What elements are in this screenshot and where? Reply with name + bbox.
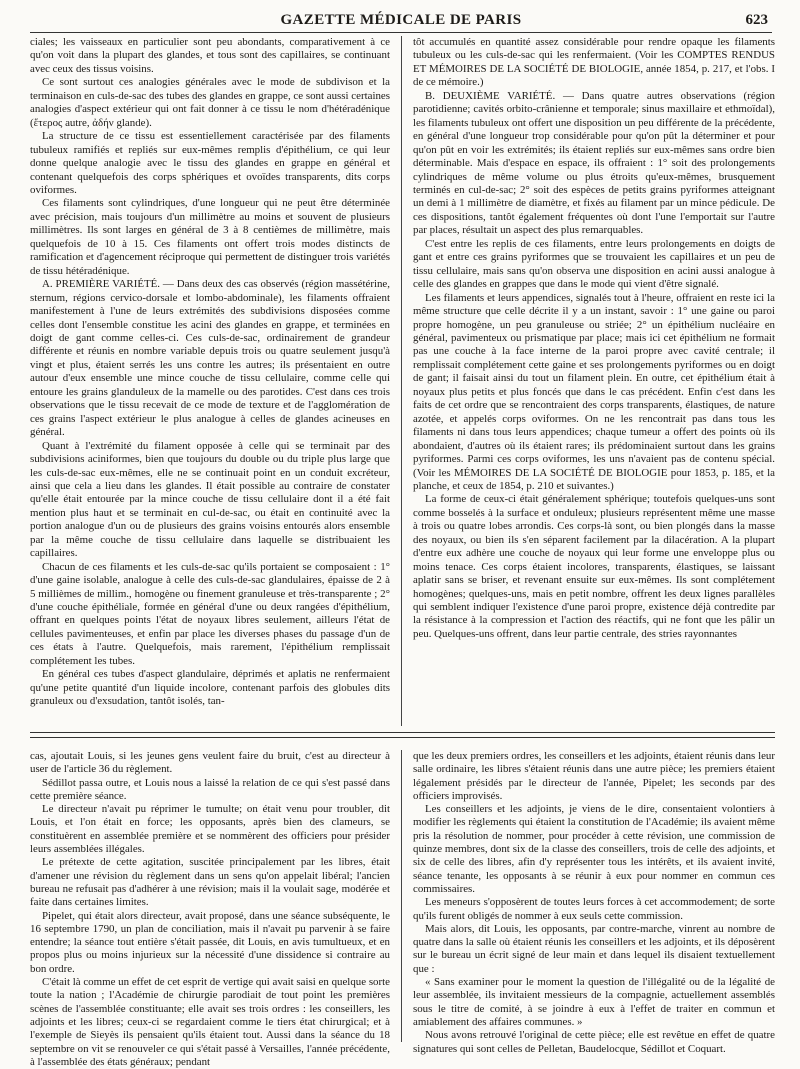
paragraph: Les filaments et leurs appendices, signalés tout à l'heure, offraient en reste ici la même structure que celle décrite il y a un instant, savoir : 1° une gaine ou paroi propre homogène, un peu granuleuse ou striée; 2° un épithélium nucléaire en général, pavimenteux ou prismatique par place; mais ici cet épithélium ne formait pas une couche à la face interne de la paroi propre avec cavité centrale; il remplissait complétement cette gaine et ses prolongements pyriformes ou en doigt de gant; il faisait ainsi du tout un filament plein. En outre, cet épithélium était à noyaux plus petits et plus foncés que dans le cas précédent. Enfin c'est dans les faits de cet ordre que se rencontraient des corps transparents, élastiques, de nature azotée, et appelés corps oviformes. On ne les rencontrait pas dans tous les filaments ni dans tous leurs appendices; chaque tumeur a offert des points où ils abondaient, d'autres où ils étaient rares; ils prédominaient surtout dans les grains pyriformes. Parmi ces corps oviformes, les uns n'avaient pas de contenu spécial. (Voir les MÉMOIRES DE LA SOCIÉTÉ DE BIOLOGIE pour 1853, p. 185, et la planche, et ceux de 1854, p. 210 et suivantes.) <box>413 291 775 492</box>
paragraph: C'était là comme un effet de cet esprit de vertige qui avait saisi en quelque sorte toute la nation ; l'Académie de chirurgie parodiait de tout point les premières scènes de l'assemblée constituante; elle avait ses trois ordres : les conseillers, les adjoints et les libres; ceux-ci se regardaient comme le tiers état chirurgical; et à l'exemple de Sieyès ils pensaient qu'ils étaient tout. Aussi dans la séance du 18 septembre on vit se renouveler ce qui s'était passé à Versailles, l'année précédente, à l'assemblée des états généraux; pendant <box>30 976 390 1068</box>
column-divider <box>401 750 402 1042</box>
column-divider <box>401 36 402 726</box>
paragraph: tôt accumulés en quantité assez considérable pour rendre opaque les filaments tubuleux ou les culs-de-sac qui les renfermaient. (Voir les COMPTES RENDUS ET MÉMOIRES DE LA SOCIÉTÉ DE BIOLOGIE, année 1854, p. 217, et l'obs. I de ce mémoire.) <box>413 36 775 89</box>
paragraph: Pipelet, qui était alors directeur, avait proposé, dans une séance subséquente, le 16 septembre 1790, un plan de conciliation, mais il n'avait pu parvenir à se faire entendre; la séance tout entière s'était passée, dit Louis, en avis tumultueux, et en propos plus ou moins injurieux sur la nécessité d'une dissidence si contraire au bon ordre. <box>30 909 390 975</box>
feuilleton-separator <box>30 737 775 738</box>
paragraph: Les conseillers et les adjoints, je viens de le dire, consentaient volontiers à modifier les règlements qui étaient la constitution de l'Académie; ils avaient même pris la résolution de nommer, pour procéder à cette révision, une commission de quinze membres, dont six de la classe des conseillers, trois de celle des adjoints, et six de celle des libres, afin d'y représenter tous les intérêts, et ils avaient invité, séance tenante, les opposants à se réunir à eux pour nommer en commun ces commissaires. <box>413 803 775 895</box>
paragraph: cas, ajoutait Louis, si les jeunes gens veulent faire du bruit, c'est au directeur à user de l'article 36 du règlement. <box>30 750 390 776</box>
feuilleton-separator <box>30 732 775 733</box>
feuilleton-column-left <box>30 750 390 1068</box>
paragraph: que les deux premiers ordres, les conseillers et les adjoints, étaient réunis dans leur salle ordinaire, les libres s'étaient réunis dans une autre pièce; les premiers étaient légalement présidés par le directeur de l'année, Pipelet; les seconds par des officiers improvisés. <box>413 750 775 802</box>
feuilleton-column-right <box>413 750 775 1055</box>
page-header <box>30 10 772 33</box>
paragraph: En général ces tubes d'aspect glandulaire, déprimés et aplatis ne renfermaient qu'une petite quantité d'un liquide incolore, contenant parfois des globules dits granuleux ou d'exsudation, tantôt isolés, tan- <box>30 668 390 708</box>
paragraph: Les meneurs s'opposèrent de toutes leurs forces à cet accommodement; de sorte qu'ils furent obligés de nommer à eux seuls cette commission. <box>413 896 775 922</box>
paragraph: « Sans examiner pour le moment la question de l'illégalité ou de la légalité de leur assemblée, ils invitaient messieurs de la compagnie, actuellement assemblés sous le titre de comité, à se joindre à eux à l'effet de traiter en commun et amiablement des affaires communes. » <box>413 976 775 1028</box>
paragraph: Le prétexte de cette agitation, suscitée principalement par les libres, était d'amener une révision du règlement dans un sens qu'on appelait libéral; l'ancien bureau ne refusait pas d'adhérer à une révision; mais il la voulait sage, modérée et faite dans certaines limites. <box>30 856 390 909</box>
paragraph: Le directeur n'avait pu réprimer le tumulte; on était venu pour troubler, dit Louis, et l'on était en force; les opposants, après bien des clameurs, se constituèrent en assemblée première et se nommèrent des officiers pour présider leurs assemblées illégales. <box>30 803 390 856</box>
paragraph: B. DEUXIÈME VARIÉTÉ. — Dans quatre autres observations (région parotidienne; cavités orbito-crânienne et temporale; sinus maxillaire et ethmoïdal), les filaments tubuleux ont offert une disposition un peu différente de la précédente, en général d'une longueur trop considérable pour qu'on pût la déterminer et pour qu'on pût en voir les extrémités; ils étaient repliés sur eux-mêmes sans ordre bien déterminable. Mais d'espace en espace, ils offraient : 1° soit des prolongements cylindriques de même volume ou plus étroits qu'eux-mêmes, brusquement terminés en cul-de-sac; 2° soit des espèces de petits grains pyriformes atteignant un demi à 1 millimètre de diamètre, et fixés au filament par un mince pédicule. De ces dispositions, tantôt également fréquentes où dont l'une l'emportait sur l'autre par places, résultait un aspect des plus remarquables. <box>413 89 775 237</box>
paragraph: La structure de ce tissu est essentiellement caractérisée par des filaments tubuleux ramifiés et repliés sur eux-mêmes remplis d'épithélium, ce qui leur donne quelque analogie avec le tissu des glandes en grappe en général et contenant quelquefois des corps sphériques et ovoïdes transparents, dits corps oviformes. <box>30 130 390 196</box>
journal-title: GAZETTE MÉDICALE DE PARIS <box>280 12 522 28</box>
paragraph: ciales; les vaisseaux en particulier sont peu abondants, comparativement à ce qu'on voit dans la plupart des glandes, et tous sont des capillaires, se continuant avec ceux des tissus voisins. <box>30 36 390 75</box>
paragraph: Ce sont surtout ces analogies générales avec le mode de subdivison et la terminaison en culs-de-sac des tubes des glandes en grappe, ce sont aussi certaines analogies d'aspect extérieur qui ont fait donner à ce tissu le nom d'hétéradénique (ἕτερος autre, ἀδήν glande). <box>30 76 390 129</box>
paragraph: Chacun de ces filaments et les culs-de-sac qu'ils portaient se composaient : 1° d'une gaine isolable, analogue à celle des culs-de-sac glandulaires, épaisse de 2 à 5 millièmes de millim., homogène ou finement granuleuse et très-transparente ; 2° d'une couche épithéliale, formée en général d'une ou deux rangées d'épithélium, offrant en quelques points l'état de noyaux libres seulement, ailleurs l'état de cellules pavimenteuses, et enfin par place les diverses phases du passage d'un de ces états à l'autre. Quelquefois, mais rarement, l'épithélium remplissait complétement les tubes. <box>30 560 390 667</box>
paragraph: Ces filaments sont cylindriques, d'une longueur qui ne peut être déterminée avec précision, mais toujours d'un millimètre au moins et souvent de plusieurs millimètres. Ils sont larges en général de 3 à 8 centièmes de millimètre, mais quelquefois de 10 à 15. Ces filaments ont offert trois modes distincts de ramification et d'agencement réciproque qui permettent de distinguer trois variétés de tissu hétéradénique. <box>30 197 390 277</box>
paragraph: Sédillot passa outre, et Louis nous a laissé la relation de ce qui s'est passé dans cette première séance. <box>30 776 390 802</box>
paragraph: Quant à l'extrémité du filament opposée à celle qui se terminait par des subdivisions aciniformes, bien que toujours du double ou du triple plus large que les culs-de-sac eux-mêmes, elle ne se continuait point en un conduit excréteur, ainsi que cela a lieu dans les glandes. Il était possible au contraire de constater qu'elle était entourée par la mince couche de tissu cellulaire dont il a été fait mention plus haut et se terminait en cul-de-sac, ou était en continuité avec la portion analogue d'un ou de plusieurs des grains voisins entourés alors ensemble par la même couche de tissu cellulaire dans laquelle se distribuaient les capillaires. <box>30 439 390 560</box>
paragraph: C'est entre les replis de ces filaments, entre leurs prolongements en doigts de gant et entre ces grains pyriformes que se trouvaient les capillaires et un peu de tissu cellulaire, mais sans qu'on observa une disposition en acini aussi analogue à celle des glandes en grappes que dans le mode qui vient d'être signalé. <box>413 237 775 291</box>
article-column-left <box>30 36 390 726</box>
paragraph: La forme de ceux-ci était généralement sphérique; toutefois quelques-uns sont comme bosselés à la surface et onduleux; plusieurs représentent même une masse à trois ou quatre lobes arrondis. Ces corps-là sont, ou bien plongés dans la masse des noyaux, ou bien ils s'en séparent facilement par la dilacération. A la plupart d'entre eux adhère une couche de noyaux qui leur forme une enveloppe plus ou moins tenace. Ces corps étaient incolores, transparents, élastiques, se laissant aplatir sans se briser, et revenant ensuite sur eux-mêmes. Ils sont complétement homogènes; quelques-uns, mais en petit nombre, offrent les deux lignes parallèles qui semblent indiquer l'existence d'une paroi propre, existence déjà contredite par la résistance à la compression et l'action des réactifs, qui ne font que les pâlir un peu. Quelques-uns offrent, dans leur partie centrale, des stries rayonnantes <box>413 493 775 640</box>
paragraph: A. PREMIÈRE VARIÉTÉ. — Dans deux des cas observés (région massétérine, sternum, régions cervico-dorsale et lombo-abdominale), les filaments offraient manifestement à l'une de leurs extrémités des subdivisions disposées comme celles dont l'ensemble constitue les acini des glandes en grappe, et terminées en doigt de gant comme celles-ci. Ces culs-de-sac, ordinairement de grandeur différente et réunis en nombre variable depuis trois ou quatre seulement jusqu'à vingt et plus, étaient serrés les uns contre les autres; ils présentaient en outre autour d'eux ensemble une mince couche de tissu cellulaire, comme celle qui entoure les grains glanduleux de la mamelle ou des parotides. C'est dans ces trois observations que le tissu recevait de ce mode de texture et de l'agglomération de ces grains l'aspect extérieur le plus analogue à celles de glandes acineuses en général. <box>30 278 390 439</box>
page-number: 623 <box>745 12 768 28</box>
article-column-right <box>413 36 775 726</box>
paragraph: Mais alors, dit Louis, les opposants, par contre-marche, vinrent au nombre de quatre dans la salle où étaient réunis les conseillers et les adjoints, et ils déposèrent sur le bureau un écrit signé de leur main et dans lequel ils disaient textuellement que : <box>413 922 775 975</box>
paragraph: Nous avons retrouvé l'original de cette pièce; elle est revêtue en effet de quatre signatures qui sont celles de Pelletan, Baudelocque, Sédillot et Coquart. <box>413 1029 775 1055</box>
